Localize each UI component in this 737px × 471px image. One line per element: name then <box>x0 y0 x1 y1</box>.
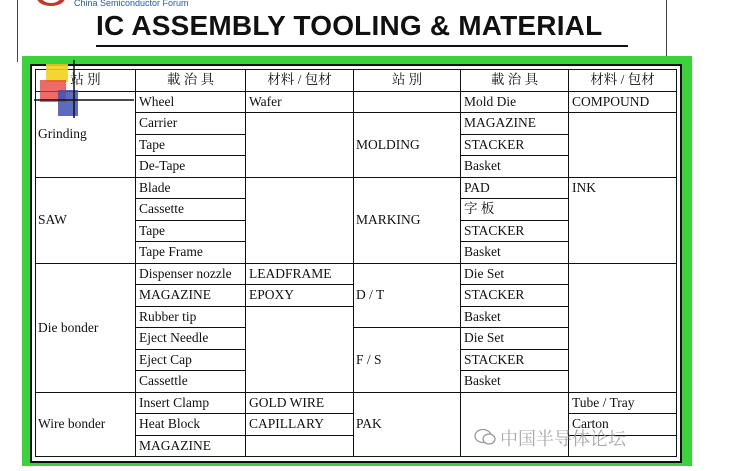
tool-cell: Mold Die <box>461 91 569 113</box>
material-cell: Carton <box>569 414 677 436</box>
tool-cell: Eject Needle <box>136 328 246 350</box>
material-cell: COMPOUND <box>569 91 677 113</box>
material-cell <box>569 177 677 263</box>
table-row <box>36 263 677 285</box>
tool-cell: PAD <box>461 177 569 199</box>
material-cell: LEADFRAME <box>246 263 354 285</box>
tool-cell: Tape <box>136 220 246 242</box>
empty-cell <box>569 113 677 178</box>
material-cell: EPOXY <box>246 285 354 307</box>
empty-cell <box>569 263 677 392</box>
tool-cell: Basket <box>461 242 569 264</box>
header-tooling-left: 載 治 具 <box>136 70 246 92</box>
empty-cell <box>246 177 354 263</box>
tool-cell: De-Tape <box>136 156 246 178</box>
station-molding: MOLDING <box>354 113 461 178</box>
header-red-mark-icon <box>476 0 646 4</box>
watermark-text <box>500 425 626 451</box>
tool-cell: Wheel <box>136 91 246 113</box>
header-material-right: 材料 / 包材 <box>569 70 677 92</box>
tool-cell: STACKER <box>461 134 569 156</box>
forum-label: China Semiconductor Forum <box>74 0 189 8</box>
station-pak: PAK <box>354 392 461 457</box>
tool-cell: Basket <box>461 371 569 393</box>
empty-cell <box>246 435 354 457</box>
table-row <box>36 177 677 199</box>
tool-cell: Die Set <box>461 328 569 350</box>
material-cell: GOLD WIRE <box>246 392 354 414</box>
tool-cell: Tape Frame <box>136 242 246 264</box>
station-grinding: Grinding <box>36 91 136 177</box>
slide-border-right <box>666 0 667 62</box>
empty-cell <box>246 113 354 178</box>
forum-logo-icon <box>36 0 66 8</box>
station-wire-bonder: Wire bonder <box>36 392 136 457</box>
station-marking: MARKING <box>354 177 461 263</box>
empty-cell <box>354 91 461 113</box>
station-fs: F / S <box>354 328 461 393</box>
header-material-left: 材料 / 包材 <box>246 70 354 92</box>
table-frame-inner <box>30 64 682 463</box>
header-station-right: 站 別 <box>354 70 461 92</box>
tool-cell: STACKER <box>461 285 569 307</box>
tool-cell: MAGAZINE <box>461 113 569 135</box>
tool-cell: Cassette <box>136 199 246 221</box>
material-ink: INK <box>572 179 596 195</box>
table-row <box>36 392 677 414</box>
tool-cell: Carrier <box>136 113 246 135</box>
table-header-row <box>36 70 677 92</box>
tool-cell: Tape <box>136 134 246 156</box>
tool-cell: Insert Clamp <box>136 392 246 414</box>
header-station-left: 站 別 <box>36 70 136 92</box>
station-die-bonder: Die bonder <box>36 263 136 392</box>
page-title: IC ASSEMBLY TOOLING & MATERIAL <box>96 10 603 41</box>
tool-cell: MAGAZINE <box>136 285 246 307</box>
slide-border-left <box>17 0 18 62</box>
wechat-watermark-icon <box>474 428 496 446</box>
table-frame <box>22 56 692 466</box>
tool-cell: Die Set <box>461 263 569 285</box>
table-row <box>36 91 677 113</box>
material-cell: CAPILLARY <box>246 414 354 436</box>
material-cell: Tube / Tray <box>569 392 677 414</box>
tool-cell: MAGAZINE <box>136 435 246 457</box>
material-cell: Wafer <box>246 91 354 113</box>
tool-cell: Cassettle <box>136 371 246 393</box>
tool-cell: Basket <box>461 306 569 328</box>
tool-cell: STACKER <box>461 349 569 371</box>
tooling-table <box>35 69 677 457</box>
tool-cell: Eject Cap <box>136 349 246 371</box>
tool-cell: Blade <box>136 177 246 199</box>
tool-cell: Dispenser nozzle <box>136 263 246 285</box>
tool-cell: STACKER <box>461 220 569 242</box>
tool-cell: Basket <box>461 156 569 178</box>
tool-cell: Heat Block <box>136 414 246 436</box>
title-underline <box>96 45 628 47</box>
station-saw: SAW <box>36 177 136 263</box>
tool-cell: 字 板 <box>461 199 569 221</box>
empty-cell <box>246 306 354 392</box>
tool-cell: Rubber tip <box>136 306 246 328</box>
watermark-label: 中国半导体论坛 <box>500 429 626 450</box>
header-tooling-right: 載 治 具 <box>461 70 569 92</box>
station-dt: D / T <box>354 263 461 328</box>
